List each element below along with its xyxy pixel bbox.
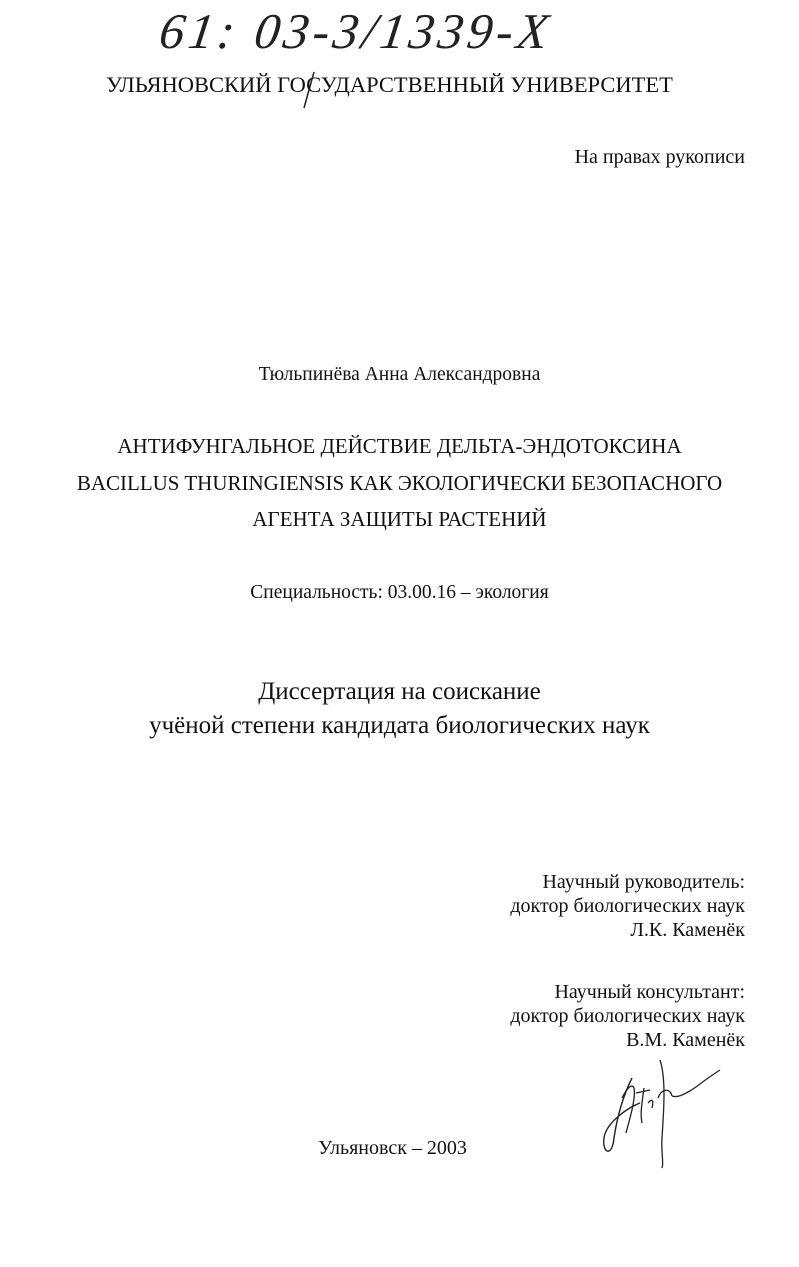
city-year: Ульяновск – 2003 (318, 1137, 467, 1159)
supervisor-degree: доктор биологических наук (510, 895, 745, 917)
handwritten-archive-code: 61: 03-3/1339-X (156, 3, 556, 59)
thesis-title-line-2: BACILLUS THURINGIENSIS КАК ЭКОЛОГИЧЕСКИ БЕЗОПАСНОГО (76, 471, 723, 495)
dissertation-line-1: Диссертация на соискание (258, 678, 541, 705)
consultant-block (510, 980, 745, 1052)
supervisor-block (510, 870, 745, 942)
author-name: Тюльпинёва Анна Александровна (258, 364, 541, 385)
consultant-degree: доктор биологических наук (510, 1005, 745, 1027)
thesis-title-line-1: АНТИФУНГАЛЬНОЕ ДЕЙСТВИЕ ДЕЛЬТА-ЭНДОТОКСИНА (117, 434, 682, 458)
thesis-title-line-3: АГЕНТА ЗАЩИТЫ РАСТЕНИЙ (252, 507, 547, 531)
university-name: УЛЬЯНОВСКИЙ ГОСУДАРСТВЕННЫЙ УНИВЕРСИТЕТ (106, 72, 673, 97)
supervisor-role: Научный руководитель: (542, 871, 745, 893)
manuscript-rights-note: На правах рукописи (574, 146, 745, 168)
supervisor-name: Л.К. Каменёк (630, 919, 745, 941)
consultant-name: В.М. Каменёк (626, 1029, 745, 1051)
consultant-role: Научный консультант: (554, 981, 745, 1003)
specialty: Специальность: 03.00.16 – экология (250, 582, 549, 603)
dissertation-line-2: учёной степени кандидата биологических наук (149, 712, 650, 739)
